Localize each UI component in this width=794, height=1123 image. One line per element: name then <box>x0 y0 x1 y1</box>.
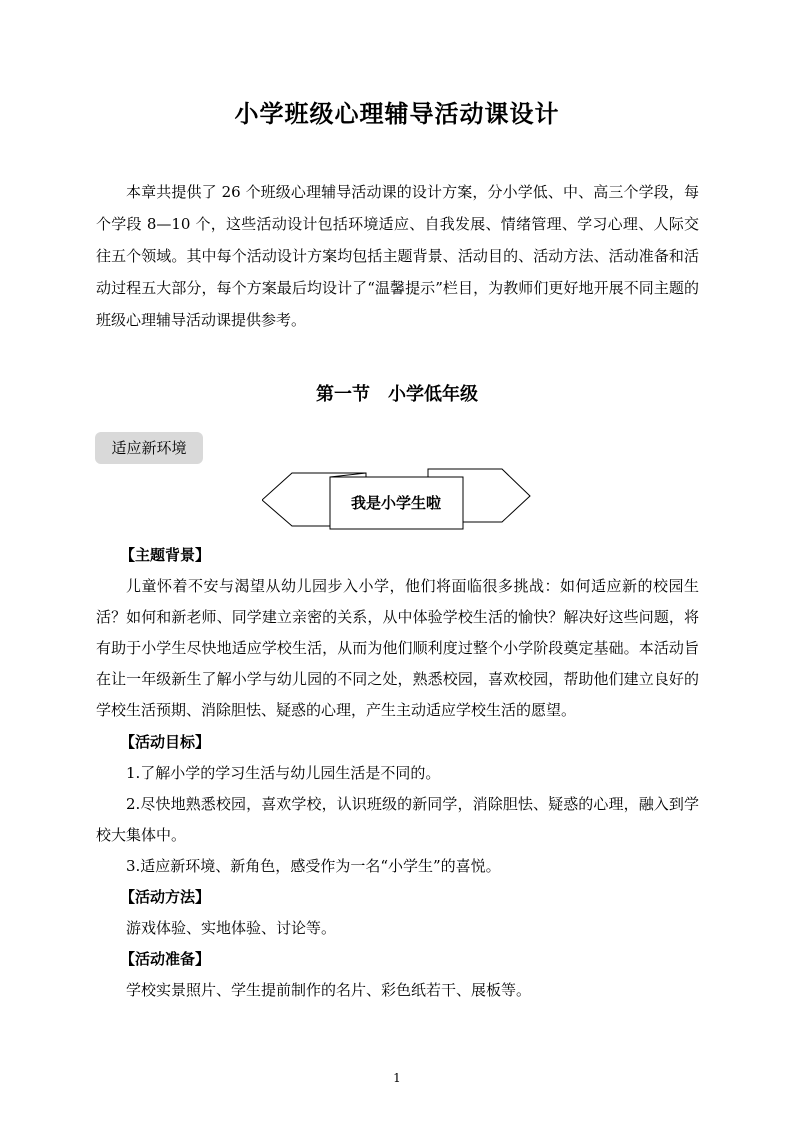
goal-item-1: 1.了解小学的学习生活与幼儿园生活是不同的。 <box>126 763 441 782</box>
methods-text: 游戏体验、实地体验、讨论等。 <box>126 919 337 938</box>
lesson-body <box>96 540 699 1006</box>
heading-goals: 【活动目标】 <box>120 732 211 751</box>
goal-item-2: 2.尽快地熟悉校园，喜欢学校，认识班级的新同学，消除胆怯、疑惑的心理，融入到学校大集体中。 <box>96 794 699 844</box>
heading-preparation: 【活动准备】 <box>120 950 211 969</box>
page-number: 1 <box>393 1071 401 1085</box>
section-heading: 第一节 小学低年级 <box>316 384 478 405</box>
heading-methods: 【活动方法】 <box>120 888 211 907</box>
document-title: 小学班级心理辅导活动课设计 <box>234 100 560 128</box>
background-paragraph: 儿童怀着不安与渴望从幼儿园步入小学，他们将面临很多挑战：如何适应新的校园生活？如何和新老师、同学建立亲密的关系，从中体验学校生活的愉快？解决好这些问题，将有助于小学生尽快地适应学校生活，从而为他们顺利度过整个小学阶段奠定基础。本活动旨在让一年级新生了解小学与幼儿园的不同之处，熟悉校园，喜欢校园，帮助他们建立良好的学校生活预期、消除胆怯、疑惑的心理，产生主动适应学校生活的愿望。 <box>96 577 699 720</box>
topic-tag: 适应新环境 <box>95 432 203 464</box>
intro-paragraph: 本章共提供了 26 个班级心理辅导活动课的设计方案，分小学低、中、高三个学段，每个学段 8—10 个，这些活动设计包括环境适应、自我发展、情绪管理、学习心理、人际交往五个领域。其中每个活动设计方案均包括主题背景、活动目的、活动方法、活动准备和活动过程五大部分，每个方案最后均设计了“温馨提示”栏目，为教师们更好地开展不同主题的班级心理辅导活动课提供参考。 <box>96 183 699 329</box>
preparation-text: 学校实景照片、学生提前制作的名片、彩色纸若干、展板等。 <box>126 981 532 1000</box>
goal-item-3: 3.适应新环境、新角色，感受作为一名“小学生”的喜悦。 <box>126 856 501 875</box>
heading-background: 【主题背景】 <box>120 546 211 564</box>
banner-title: 我是小学生啦 <box>350 494 441 512</box>
